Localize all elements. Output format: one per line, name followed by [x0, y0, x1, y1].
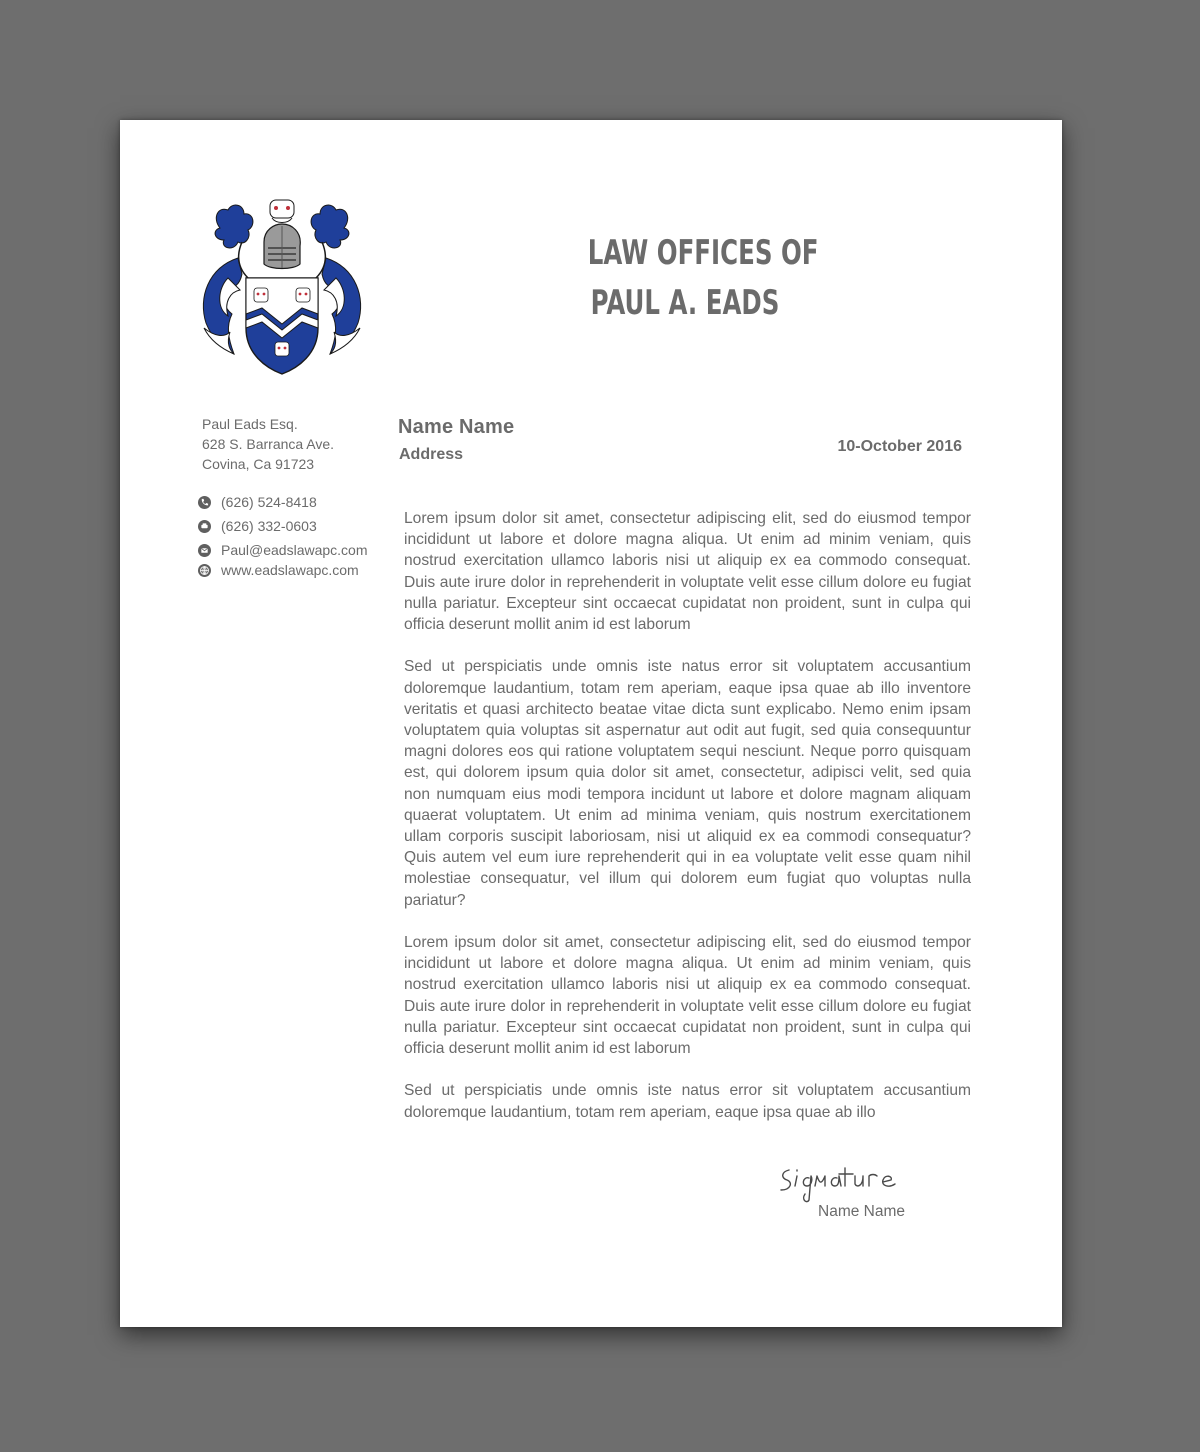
- phone-icon: [198, 496, 211, 509]
- recipient-name: Name Name: [398, 416, 515, 438]
- contact-phone: [198, 492, 368, 512]
- firm-name-line1: LAW OFFICES OF: [587, 233, 819, 273]
- coat-of-arms-logo: [198, 198, 366, 376]
- contact-list: [198, 492, 368, 580]
- recipient-address: Address: [399, 446, 464, 463]
- sender-city: Covina, Ca 91723: [202, 456, 315, 472]
- firm-name: [587, 228, 819, 328]
- fax-number: (626) 332-0603: [221, 518, 317, 534]
- contact-website: [198, 560, 368, 580]
- body-paragraph-4: Sed ut perspiciatis unde omnis iste natus error sit voluptatem accusantium doloremque laudantium, totam rem aperiam, eaque ipsa quae ab illo: [404, 1082, 971, 1121]
- email-icon: [198, 544, 211, 557]
- website-url: www.eadslawapc.com: [221, 562, 359, 578]
- fax-icon: [198, 520, 211, 533]
- signature-scribble: [775, 1160, 935, 1204]
- letter-body: [404, 508, 971, 1123]
- letter-date: 10-October 2016: [837, 438, 962, 455]
- sender-address: [202, 414, 334, 474]
- email-address: Paul@eadslawapc.com: [221, 542, 368, 558]
- globe-icon: [198, 564, 211, 577]
- letterhead-page: [120, 120, 1062, 1327]
- sender-street: 628 S. Barranca Ave.: [202, 436, 335, 452]
- body-paragraph-1: Lorem ipsum dolor sit amet, consectetur adipiscing elit, sed do eiusmod tempor incididunt ut labore et dolore magna aliqua. Ut enim ad minim veniam, quis nostrud exercitation ullamco laboris nisi ut aliquip ex ea commodo consequat. Duis aute irure dolor in reprehenderit in voluptate velit esse cillum dolore eu fugiat nulla pariatur. Excepteur sint occaecat cupidatat non proident, sunt in culpa qui officia deserunt mollit anim id est laborum: [404, 510, 971, 634]
- firm-name-line2: PAUL A. EADS: [590, 283, 780, 323]
- body-paragraph-2: Sed ut perspiciatis unde omnis iste natus error sit voluptatem accusantium doloremque laudantium, totam rem aperiam, eaque ipsa quae ab illo inventore veritatis et quasi architecto beatae vitae dicta sunt explicabo. Nemo enim ipsam voluptatem quia voluptas sit aspernatur aut odit aut fugit, sed quia consequuntur magni dolores eos qui ratione voluptatem sequi nesciunt. Neque porro quisquam est, qui dolorem ipsum quia dolor sit amet, consectetur, adipisci velit, sed quia non numquam eius modi tempora incidunt ut labore et dolore magnam aliquam quaerat voluptatem. Ut enim ad minima veniam, quis nostrum exercitationem ullam corporis suscipit laboriosam, nisi ut aliquid ex ea commodi consequatur? Quis autem vel eum iure reprehenderit qui in ea voluptate velit esse quam nihil molestiae consequatur, vel illum qui dolorem eum fugiat quo voluptas nulla pariatur?: [404, 658, 971, 909]
- phone-number: (626) 524-8418: [221, 494, 317, 510]
- signatory-name: Name Name: [818, 1203, 905, 1220]
- contact-fax: [198, 516, 368, 536]
- sender-name: Paul Eads Esq.: [202, 416, 298, 432]
- body-paragraph-3: Lorem ipsum dolor sit amet, consectetur adipiscing elit, sed do eiusmod tempor incididunt ut labore et dolore magna aliqua. Ut enim ad minim veniam, quis nostrud exercitation ullamco laboris nisi ut aliquip ex ea commodo consequat. Duis aute irure dolor in reprehenderit in voluptate velit esse cillum dolore eu fugiat nulla pariatur. Excepteur sint occaecat cupidatat non proident, sunt in culpa qui officia deserunt mollit anim id est laborum: [404, 934, 971, 1058]
- contact-email: [198, 540, 368, 560]
